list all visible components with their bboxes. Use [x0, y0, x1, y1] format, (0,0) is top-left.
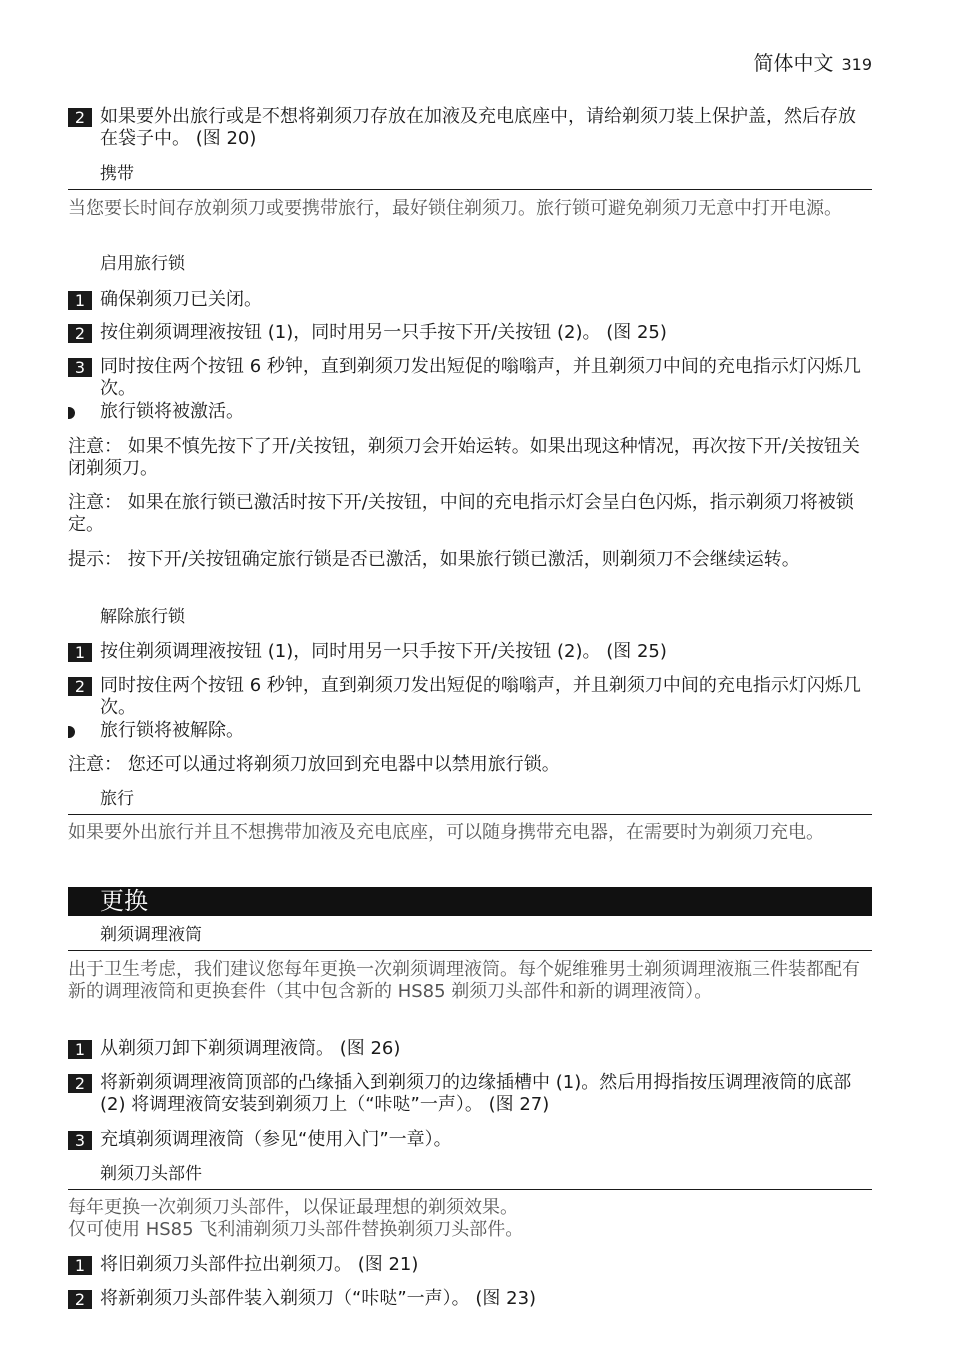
result-text: 旅行锁将被解除。 — [100, 720, 244, 741]
step-number-badge: 2 — [68, 108, 92, 127]
step-number-badge: 2 — [68, 324, 92, 343]
step-text: 从剃须刀卸下剃须调理液筒。 (图 26) — [100, 1038, 401, 1059]
cartridge-description: 出于卫生考虑，我们建议您每年更换一次剃须调理液筒。每个妮维雅男士剃须调理液瓶三件装都配有新的调理液筒和更换套件（其中包含新的 HS85 剃须刀头部件和新的调理液筒）。 — [68, 959, 860, 1002]
head-step-1 — [68, 1254, 872, 1276]
step-number-badge: 1 — [68, 1256, 92, 1275]
step-text: 将旧剃须刀头部件拉出剃须刀。 (图 21) — [100, 1254, 419, 1275]
subheading-disable-travel-lock: 解除旅行锁 — [100, 607, 185, 627]
step-text: 充填剃须调理液筒（参见“使用入门”一章）。 — [100, 1129, 452, 1150]
step-number-badge: 3 — [68, 358, 92, 377]
shaving-head-description — [68, 1197, 872, 1241]
enable-step-1 — [68, 289, 872, 311]
section-heading-shaving-head: 剃须刀头部件 — [68, 1163, 872, 1190]
carry-description: 当您要长时间存放剃须刀或要携带旅行，最好锁住剃须刀。旅行锁可避免剃须刀无意中打开电源。 — [68, 198, 842, 219]
step-text: 同时按住两个按钮 6 秒钟，直到剃须刀发出短促的嗡嗡声，并且剃须刀中间的充电指示灯闪烁几次。 — [100, 356, 861, 399]
step-number-badge: 2 — [68, 677, 92, 696]
cartridge-step-2 — [68, 1072, 872, 1116]
section-heading-cartridge: 剃须调理液筒 — [68, 924, 872, 951]
note-disable-via-charger: 注意： 您还可以通过将剃须刀放回到充电器中以禁用旅行锁。 — [68, 754, 560, 775]
section-heading-carry: 携带 — [68, 163, 872, 190]
disable-step-1 — [68, 641, 872, 663]
step-text: 按住剃须调理液按钮 (1)，同时用另一只手按下开/关按钮 (2)。 (图 25) — [100, 322, 667, 343]
chapter-title-replace: 更换 — [68, 887, 872, 916]
page-header — [753, 47, 872, 76]
shaving-head-line-2: 仅可使用 HS85 飞利浦剃须刀头部件替换剃须刀头部件。 — [68, 1219, 524, 1240]
step-text: 确保剃须刀已关闭。 — [100, 289, 262, 310]
step-number-badge: 1 — [68, 1040, 92, 1059]
language-title: 简体中文 — [753, 51, 834, 75]
disable-step-2 — [68, 675, 872, 719]
step-text: 同时按住两个按钮 6 秒钟，直到剃须刀发出短促的嗡嗡声，并且剃须刀中间的充电指示灯闪烁几次。 — [100, 675, 861, 718]
result-text: 旅行锁将被激活。 — [100, 401, 244, 422]
step-number-badge: 3 — [68, 1131, 92, 1150]
travel-description: 如果要外出旅行并且不想携带加液及充电底座，可以随身携带充电器，在需要时为剃须刀充电。 — [68, 822, 824, 843]
result-bullet-icon — [68, 407, 75, 419]
subheading-enable-travel-lock: 启用旅行锁 — [100, 254, 185, 274]
step-text: 将新剃须调理液筒顶部的凸缘插入到剃须刀的边缘插槽中 (1)。然后用拇指按压调理液筒的底部 (2) 将调理液筒安装到剃须刀上（“咔哒”一声）。 (图 27) — [100, 1072, 852, 1115]
enable-result — [68, 401, 872, 423]
enable-step-2 — [68, 322, 872, 344]
note-accidental-start: 注意： 如果不慎先按下了开/关按钮，剃须刀会开始运转。如果出现这种情况，再次按下开/关按钮关闭剃须刀。 — [68, 436, 860, 479]
page-number: 319 — [841, 55, 872, 74]
step-text: 如果要外出旅行或是不想将剃须刀存放在加液及充电底座中，请给剃须刀装上保护盖，然后存放在袋子中。 (图 20) — [100, 106, 856, 149]
step-number-badge: 1 — [68, 643, 92, 662]
shaving-head-line-1: 每年更换一次剃须刀头部件，以保证最理想的剃须效果。 — [68, 1197, 518, 1218]
step-number-badge: 2 — [68, 1290, 92, 1309]
disable-result — [68, 720, 872, 742]
result-bullet-icon — [68, 726, 75, 738]
cartridge-step-3 — [68, 1129, 872, 1151]
enable-step-3 — [68, 356, 872, 400]
step-number-badge: 1 — [68, 291, 92, 310]
section-heading-travel: 旅行 — [68, 788, 872, 815]
step-text: 将新剃须刀头部件装入剃须刀（“咔哒”一声）。 (图 23) — [100, 1288, 537, 1309]
head-step-2 — [68, 1288, 872, 1310]
step-text: 按住剃须调理液按钮 (1)，同时用另一只手按下开/关按钮 (2)。 (图 25) — [100, 641, 667, 662]
step-number-badge: 2 — [68, 1074, 92, 1093]
tip-check-lock: 提示： 按下开/关按钮确定旅行锁是否已激活，如果旅行锁已激活，则剃须刀不会继续运转。 — [68, 549, 800, 570]
cartridge-step-1 — [68, 1038, 872, 1060]
step-store-in-pouch — [68, 106, 872, 150]
note-locked-indicator: 注意： 如果在旅行锁已激活时按下开/关按钮，中间的充电指示灯会呈白色闪烁，指示剃须刀将被锁定。 — [68, 492, 854, 535]
